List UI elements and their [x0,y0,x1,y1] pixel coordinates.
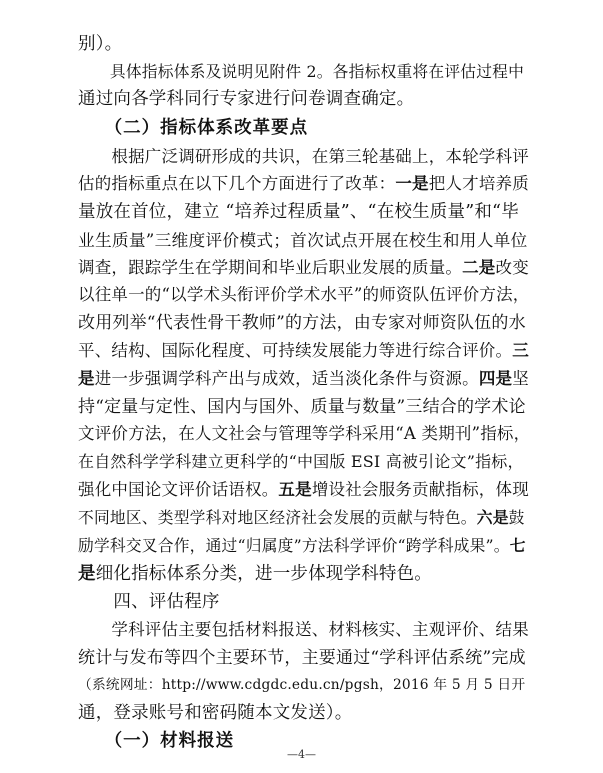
text-line: 改用列举“代表性骨干教师”的方法，由专家对师资队伍的水 [78,313,526,333]
section-heading: 四、评估程序 [78,592,220,612]
section-heading: （一）材料报送 [113,731,235,751]
text-line: 学科评估主要包括材料报送、材料核实、主观评价、结果 [78,620,529,639]
text-line: 具体指标体系及说明见附件 2。各指标权重将在评估过程中 [78,62,525,81]
text-line: 量放在首位，建立 “培养过程质量”、“在校生质量”和“毕 [78,202,519,222]
text-line: 持“定量与定性、国内与国外、质量与数量”三结合的学术论 [78,397,526,417]
text-line: 调查，跟踪学生在学期间和毕业后职业发展的质量。二是改变 [78,258,529,277]
text-line: 文评价方法，在人文社会与管理等学科采用“A 类期刊”指标， [78,424,531,443]
section-heading: （二）指标体系改革要点 [113,118,309,138]
text-line: 不同地区、类型学科对地区经济社会发展的贡献与特色。六是鼓 [78,508,525,527]
text-line: 业生质量”三维度评价模式；首次试点开展在校生和用人单位 [78,230,528,250]
text-line: 通过向各学科同行专家进行问卷调查确定。 [78,89,415,109]
text-line: 别）。 [78,34,123,54]
text-line: 通，登录账号和密码随本文发送）。 [78,703,353,723]
text-line: 强化中国论文评价话语权。五是增设社会服务贡献指标，体现 [78,480,529,499]
text-line: 以往单一的“以学术头衔评价学术水平”的师资队伍评价方法， [78,285,530,304]
text-line: （系统网址：http://www.cdgdc.edu.cn/pgsh，2016 年 5 月 5 日开 [78,677,526,693]
text-line: 根据广泛调研形成的共识，在第三轮基础上，本轮学科评 [78,147,529,166]
text-line: 在自然科学学科建立更科学的“中国版 ESI 高被引论文”指标， [78,452,524,471]
text-line: 是细化指标体系分类，进一步体现学科特色。 [78,564,433,584]
text-line: 是进一步强调学科产出与成效，适当淡化条件与资源。四是坚 [78,369,529,388]
text-line: 统计与发布等四个主要环节，主要通过“学科评估系统”完成 [78,648,526,668]
text-line: 估的指标重点在以下几个方面进行了改革：一是把人才培养质 [78,174,529,193]
text-line: 平、结构、国际化程度、可持续发展能力等进行综合评价。三 [78,341,529,360]
text-line: 励学科交叉合作，通过“归属度”方法科学评价“跨学科成果”。七 [78,536,526,555]
page-number: —4— [287,748,316,761]
